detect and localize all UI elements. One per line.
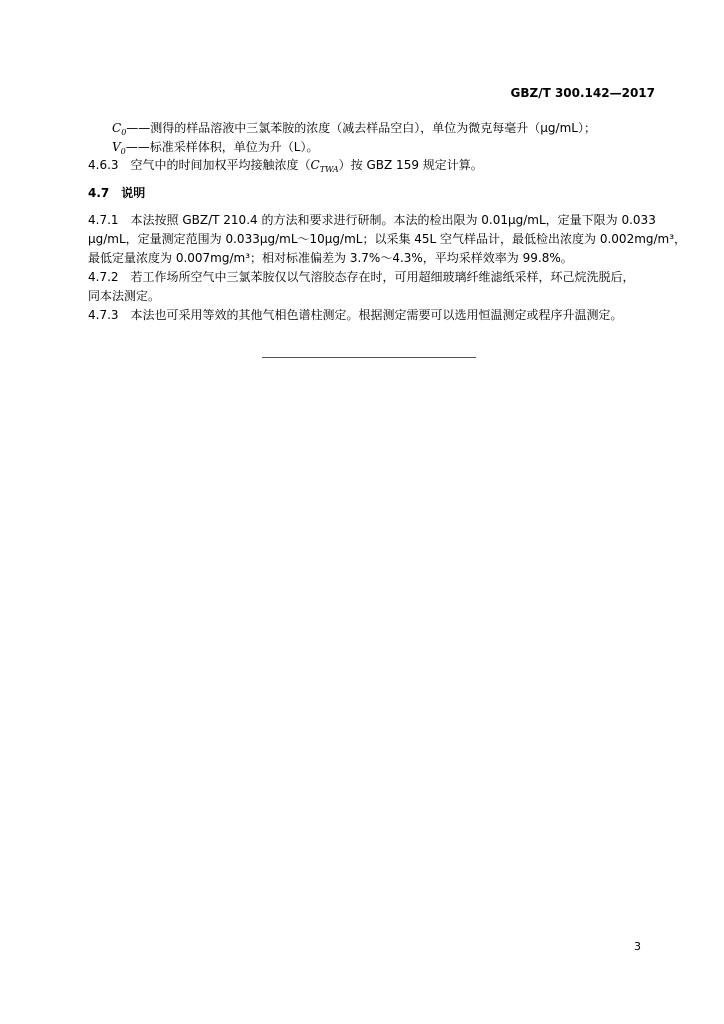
symbol-subscript: TWA <box>319 165 339 174</box>
definition-v0 <box>112 140 318 156</box>
end-of-standard-rule <box>262 357 476 358</box>
page-number: 3 <box>634 940 641 953</box>
section-heading-4-7: 4.7 说明 <box>88 186 146 200</box>
symbol-v: V <box>112 140 121 154</box>
clause-4-7-2-line: 4.7.2 若工作场所空气中三氯苯胺仅以气溶胶态存在时，可用超细玻璃纤维滤纸采样，环己烷洗脱后， <box>88 270 635 284</box>
clause-text: 4.6.3 空气中的时间加权平均接触浓度（ <box>88 158 311 172</box>
clause-4-7-1-line: μg/mL，定量测定范围为 0.033μg/mL～10μg/mL；以采集 45L 空气样品计，最低检出浓度为 0.002mg/m³， <box>88 232 687 246</box>
clause-4-6-3 <box>88 158 483 174</box>
definition-c0 <box>112 121 596 137</box>
clause-4-7-2-line: 同本法测定。 <box>88 289 161 303</box>
definition-text: ——标准采样体积，单位为升（L）。 <box>125 140 319 154</box>
clause-4-7-1-line: 4.7.1 本法按照 GBZ/T 210.4 的方法和要求进行研制。本法的检出限为 0.01μg/mL，定量下限为 0.033 <box>88 213 656 227</box>
standard-code: GBZ/T 300.142—2017 <box>510 86 655 100</box>
symbol-subscript: 0 <box>121 128 127 137</box>
symbol-subscript: 0 <box>120 147 126 156</box>
definition-text: ——测得的样品溶液中三氯苯胺的浓度（减去样品空白），单位为微克每毫升（μg/mL）； <box>126 121 596 135</box>
symbol-c: C <box>310 158 320 172</box>
symbol-c: C <box>112 121 122 135</box>
clause-text: ）按 GBZ 159 规定计算。 <box>338 158 483 172</box>
clause-4-7-1-line: 最低定量浓度为 0.007mg/m³；相对标准偏差为 3.7%～4.3%，平均采样效率为 99.8%。 <box>88 251 573 265</box>
clause-4-7-3-line: 4.7.3 本法也可采用等效的其他气相色谱柱测定。根据测定需要可以选用恒温测定或程序升温测定。 <box>88 308 623 322</box>
